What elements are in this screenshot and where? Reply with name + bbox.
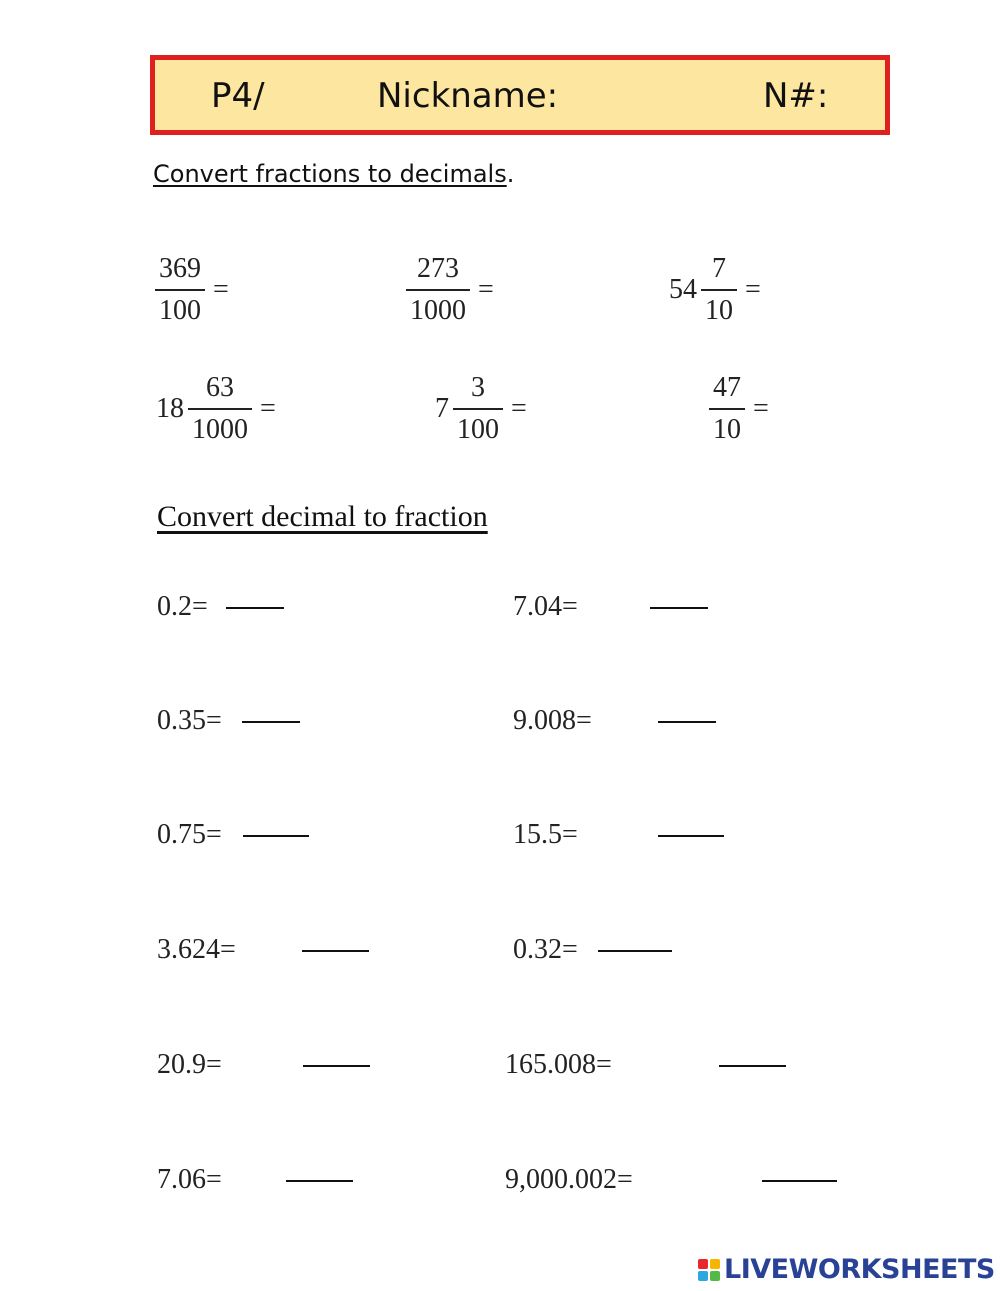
whole-number: 7 xyxy=(435,393,449,424)
denominator: 1000 xyxy=(188,408,252,450)
equals-sign: = xyxy=(260,393,276,424)
nickname-label: Nickname: xyxy=(377,76,559,116)
fraction xyxy=(155,249,205,331)
answer-blank-8[interactable] xyxy=(598,950,672,952)
answer-blank-4[interactable] xyxy=(658,721,716,723)
answer-blank-5[interactable] xyxy=(243,835,309,837)
decimal-problem-7: 3.624= xyxy=(157,934,236,965)
answer-blank-6[interactable] xyxy=(658,835,724,837)
whole-number: 18 xyxy=(156,393,184,424)
liveworksheets-logo xyxy=(698,1254,995,1285)
numerator: 7 xyxy=(712,253,726,284)
numerator: 369 xyxy=(159,253,201,284)
decimal-problem-4: 9.008= xyxy=(513,705,592,736)
section-1-title-period: . xyxy=(506,160,515,188)
logo-square-green xyxy=(710,1271,720,1281)
answer-blank-12[interactable] xyxy=(762,1180,837,1182)
fraction-problem-3 xyxy=(669,249,761,331)
fraction-problem-4 xyxy=(156,368,276,450)
equals-sign: = xyxy=(213,274,229,305)
numerator: 47 xyxy=(713,372,741,403)
decimal-problem-10: 165.008= xyxy=(505,1049,612,1080)
decimal-problem-12: 9,000.002= xyxy=(505,1164,633,1195)
fraction xyxy=(701,249,737,331)
logo-square-blue xyxy=(698,1271,708,1281)
section-1-title-text: Convert fractions to decimals xyxy=(153,160,507,188)
number-label: N#: xyxy=(763,76,829,116)
decimal-problem-3: 0.35= xyxy=(157,705,222,736)
whole-number: 54 xyxy=(669,274,697,305)
denominator: 10 xyxy=(701,289,737,331)
brand-name: LIVEWORKSHEETS xyxy=(724,1254,995,1285)
decimal-problem-1: 0.2= xyxy=(157,591,208,622)
decimal-problem-5: 0.75= xyxy=(157,819,222,850)
equals-sign: = xyxy=(745,274,761,305)
decimal-problem-11: 7.06= xyxy=(157,1164,222,1195)
section-1-title xyxy=(153,160,514,188)
numerator: 63 xyxy=(206,372,234,403)
fraction xyxy=(453,368,503,450)
answer-blank-11[interactable] xyxy=(286,1180,353,1182)
fraction xyxy=(709,368,745,450)
denominator: 100 xyxy=(155,289,205,331)
decimal-problem-8: 0.32= xyxy=(513,934,578,965)
logo-square-yellow xyxy=(710,1259,720,1269)
class-label: P4/ xyxy=(211,76,265,116)
answer-blank-3[interactable] xyxy=(242,721,300,723)
decimal-problem-2: 7.04= xyxy=(513,591,578,622)
equals-sign: = xyxy=(753,393,769,424)
decimal-problem-6: 15.5= xyxy=(513,819,578,850)
denominator: 1000 xyxy=(406,289,470,331)
decimal-problem-9: 20.9= xyxy=(157,1049,222,1080)
equals-sign: = xyxy=(511,393,527,424)
answer-blank-2[interactable] xyxy=(650,607,708,609)
fraction-problem-2 xyxy=(406,249,494,331)
fraction-problem-1 xyxy=(155,249,229,331)
fraction xyxy=(406,249,470,331)
student-info-header xyxy=(150,55,890,135)
logo-square-red xyxy=(698,1259,708,1269)
numerator: 3 xyxy=(471,372,485,403)
equals-sign: = xyxy=(478,274,494,305)
fraction xyxy=(188,368,252,450)
answer-blank-9[interactable] xyxy=(303,1065,370,1067)
numerator: 273 xyxy=(417,253,459,284)
liveworksheets-logo-icon xyxy=(698,1259,720,1281)
fraction-problem-5 xyxy=(435,368,527,450)
fraction-problem-6 xyxy=(709,368,769,450)
answer-blank-7[interactable] xyxy=(302,950,369,952)
answer-blank-10[interactable] xyxy=(719,1065,786,1067)
denominator: 100 xyxy=(453,408,503,450)
section-2-title: Convert decimal to fraction xyxy=(157,500,488,533)
answer-blank-1[interactable] xyxy=(226,607,284,609)
denominator: 10 xyxy=(709,408,745,450)
